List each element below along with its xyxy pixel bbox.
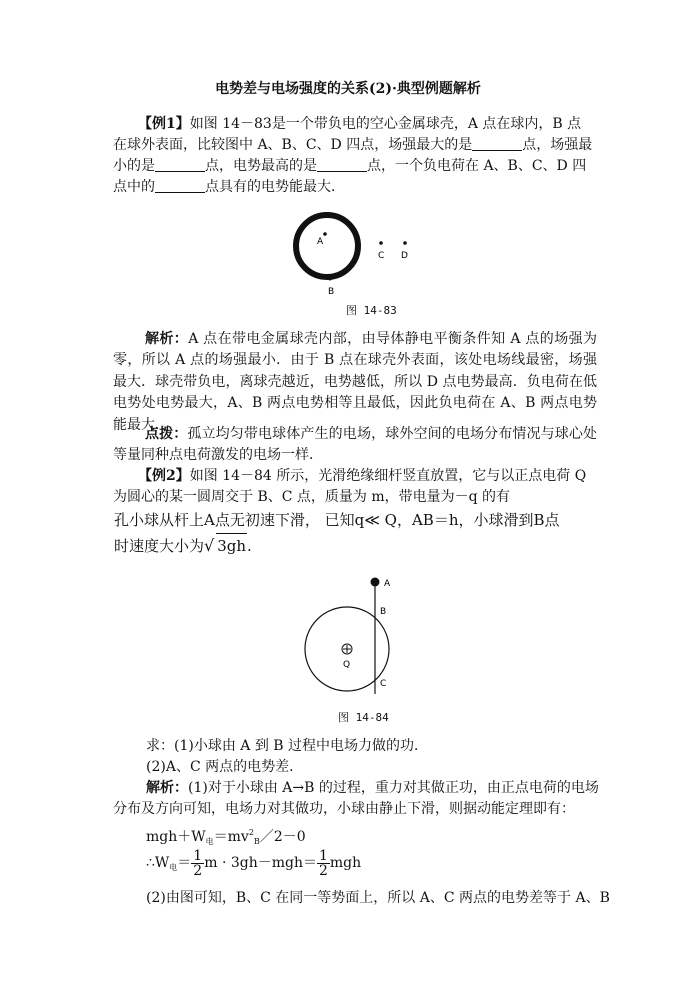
- example2-line4: [114, 533, 252, 558]
- solution2-line1: [146, 778, 599, 799]
- example2-label: 【例2】: [138, 468, 190, 484]
- point-c-dot: [379, 241, 383, 245]
- eq2-part-c: m · 3gh－mgh＝: [204, 855, 317, 871]
- example2-line2: 为圆心的某一圆周交于 B、C 点，质量为 m，带电量为－q 的有: [113, 489, 511, 505]
- figure-14-84-caption: 图 14-84: [338, 711, 389, 724]
- tip1-paragraph: [113, 424, 597, 467]
- example2-text1: 如图 14－84 所示，光滑绝缘细杆竖直放置，它与以正点电荷 Q: [189, 468, 587, 484]
- solution1-text: A 点在带电金属球壳内部，由导体静电平衡条件知 A 点的场强为零，所以 A 点的场强最小．由于 B 点在球壳外表面，该处电场线最密，场强最大．球壳带负电，离球壳越近，电势越低，所以 D 点电势最高．负电荷在低电势处电势最大，A、B 两点电势相等且最低，因此负电荷在 A、B 两点电势能最大．: [113, 331, 597, 433]
- fraction-one-half-2: [317, 849, 330, 878]
- fraction1-numerator: 1: [193, 847, 203, 864]
- sqrt-content: 3gh: [216, 533, 247, 558]
- example1-line2: [113, 135, 592, 156]
- example2-line3: 孔小球从杆上A点无初速下滑， 已知q≪ Q，AB＝h，小球滑到B点: [114, 511, 560, 529]
- point-d-dot: [403, 241, 407, 245]
- answer-blank-3[interactable]: [317, 157, 367, 172]
- eq1-part-c: ／2－0: [259, 829, 306, 845]
- tip1-label: 点拨：: [145, 426, 188, 442]
- solution2-label: 解析：: [146, 780, 188, 796]
- fraction-one-half-1: [191, 849, 204, 878]
- label-c: C: [380, 679, 387, 689]
- figure-14-84: [300, 572, 400, 697]
- figure-14-83: [280, 210, 420, 302]
- eq1-superscript: 2: [248, 828, 254, 837]
- label-b: B: [380, 607, 387, 617]
- answer-blank-2[interactable]: [155, 157, 205, 172]
- figure-14-83-caption: 图 14-83: [346, 304, 397, 317]
- example2-text4a: 时速度大小为: [114, 537, 205, 555]
- example2-line1: [138, 466, 586, 487]
- solution2-line3: (2)由图可知，B、C 在同一等势面上，所以 A、C 两点的电势差等于 A、B: [146, 890, 610, 906]
- shell-inner-highlight: [300, 219, 354, 273]
- label-c: C: [378, 251, 385, 261]
- example1-line1: [138, 114, 581, 135]
- label-a: A: [317, 237, 324, 247]
- metal-shell: [296, 215, 358, 277]
- page-title: 电势差与电场强度的关系(2)·典型例题解析: [215, 81, 481, 97]
- eq1-part-b: ＝mv: [213, 829, 249, 845]
- example1-text4b: 点具有的电势能最大．: [205, 179, 345, 195]
- label-d: D: [401, 251, 408, 261]
- answer-blank-1[interactable]: [472, 136, 522, 151]
- example1-text2b: 点，场强最: [522, 137, 593, 153]
- eq1-subscript: 电: [205, 837, 214, 846]
- tip1-text: 孤立均匀带电球体产生的电场，球外空间的电场分布情况与球心处等量同种点电荷激发的电场一样．: [113, 426, 598, 464]
- example1-text1: 如图 14－83是一个带负电的空心金属球壳，A 点在球内，B 点: [189, 116, 582, 132]
- label-q: Q: [343, 660, 351, 670]
- question-2: (2)A、C 两点的电势差．: [146, 759, 304, 775]
- eq2-part-a: ∴W: [146, 855, 170, 871]
- label-b: B: [328, 287, 335, 297]
- solution1-paragraph: [113, 329, 597, 436]
- point-a-dot: [323, 232, 327, 236]
- fraction1-denominator: 2: [193, 862, 203, 879]
- answer-blank-4[interactable]: [155, 178, 205, 193]
- example1-label: 【例1】: [138, 116, 190, 132]
- example1-text3b: 点，电势最高的是: [205, 158, 317, 174]
- example1-text3c: 点，一个负电荷在 A、B、C、D 四: [367, 158, 587, 174]
- ball-a: [371, 578, 380, 587]
- example1-text3a: 小的是: [113, 158, 155, 174]
- example2-text4b: .: [247, 537, 252, 555]
- sqrt-sign: √: [204, 536, 215, 555]
- solution2-text1: (1)对于小球由 A→B 的过程，重力对其做正功，由正点电荷的电场: [188, 780, 599, 796]
- fraction2-denominator: 2: [318, 862, 328, 879]
- eq2-part-d: mgh: [329, 855, 362, 871]
- point-b-dot: [328, 276, 333, 281]
- example1-line4: [113, 177, 345, 198]
- eq2-part-b: ＝: [177, 855, 192, 871]
- eq1-part-a: mgh＋W: [146, 829, 206, 845]
- example1-line3: [113, 156, 586, 177]
- example1-text2: 在球外表面，比较图中 A、B、C、D 四点，场强最大的是: [113, 137, 473, 153]
- question-1: 求：(1)小球由 A 到 B 过程中电场力做的功．: [146, 738, 429, 754]
- solution2-line2: 分布及方向可知，电场力对其做功，小球由静止下滑，则据动能定理即有：: [113, 801, 575, 817]
- example1-text4a: 点中的: [113, 179, 155, 195]
- equation-2: [146, 848, 361, 883]
- eq2-subscript: 电: [169, 863, 178, 872]
- eq1-subscript-b: B: [253, 837, 260, 846]
- fraction2-numerator: 1: [318, 847, 328, 864]
- solution1-label: 解析：: [145, 331, 189, 347]
- label-a: A: [384, 579, 391, 589]
